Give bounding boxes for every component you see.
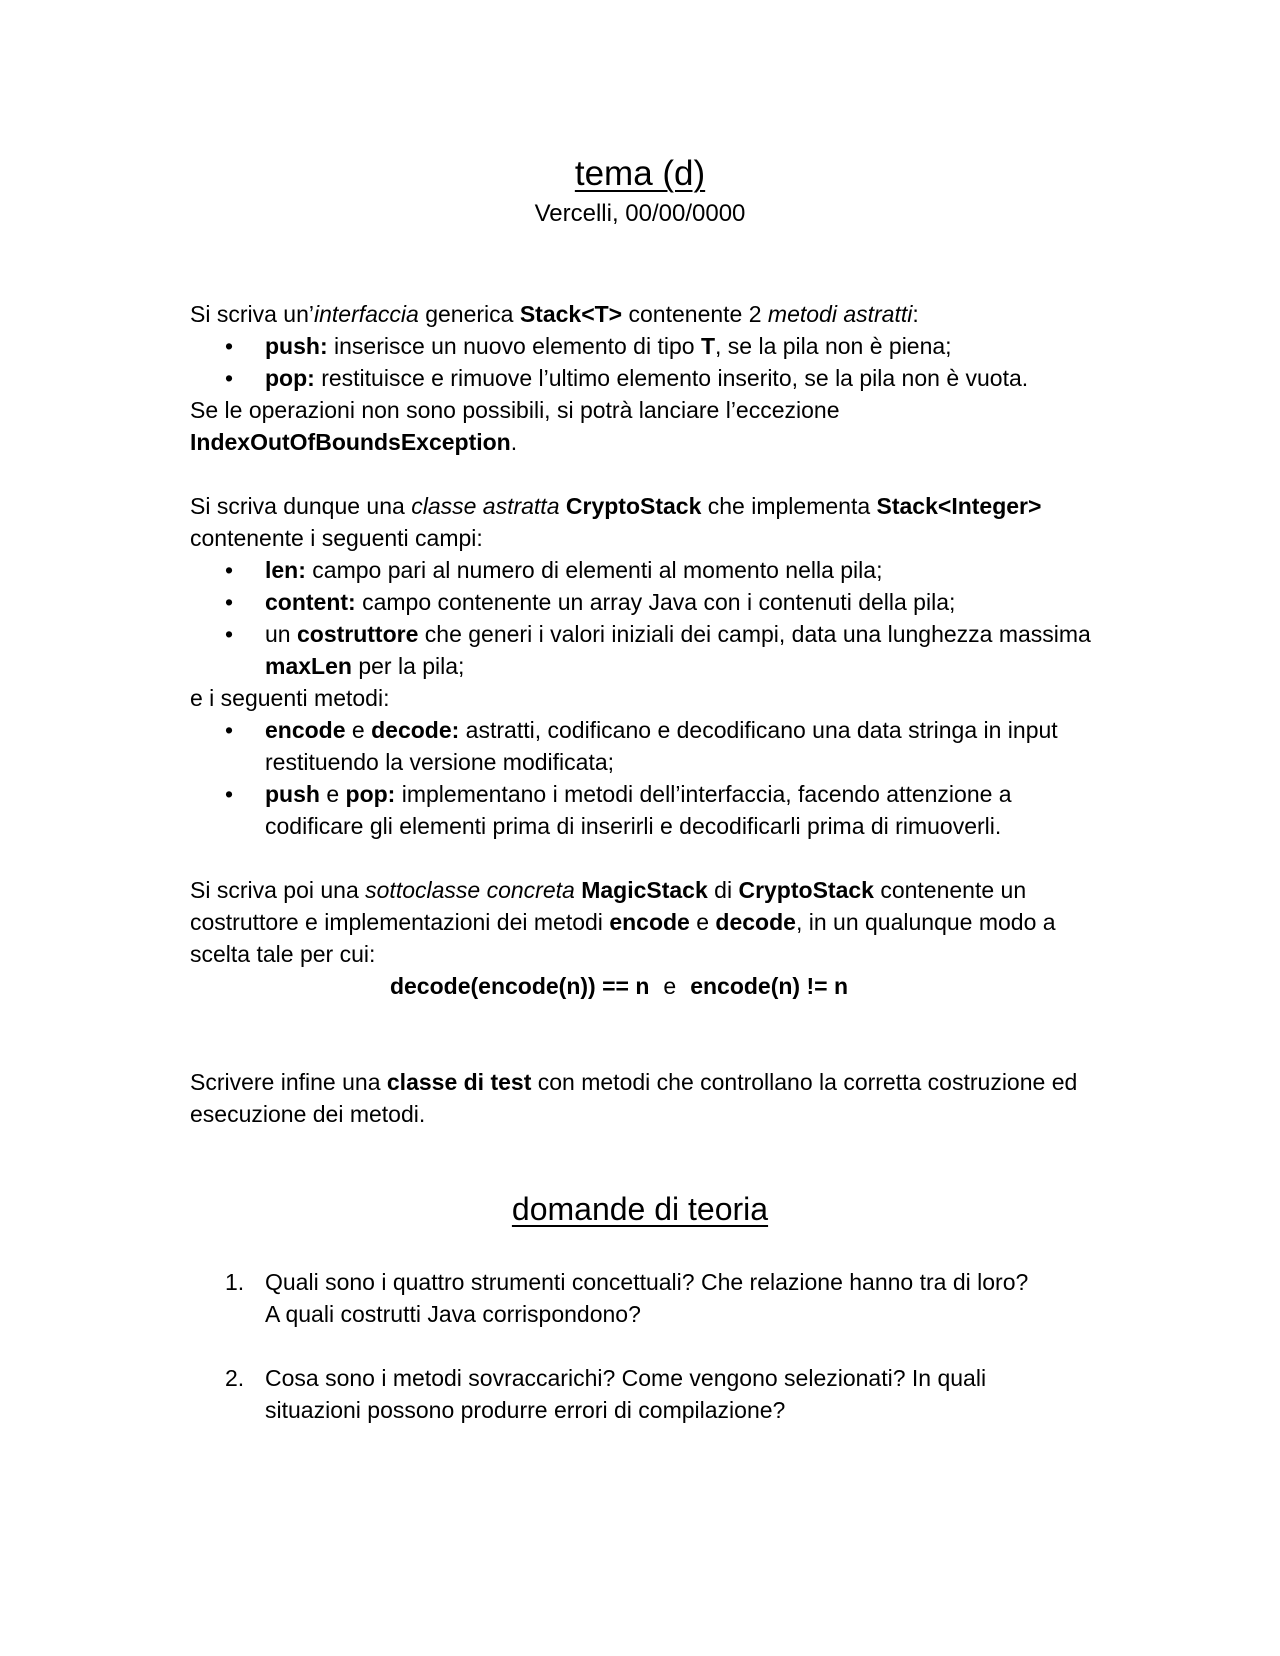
list-item: • push: inserisce un nuovo elemento di tipo T, se la pila non è piena;: [190, 330, 1110, 362]
page-title: tema (d): [574, 154, 706, 193]
methods-list: [190, 714, 1110, 842]
interface-methods-list: [190, 330, 1110, 394]
theory-title: domande di teoria: [511, 1191, 769, 1227]
theory-questions: [190, 1266, 1110, 1458]
exception-note: Se le operazioni non sono possibili, si potrà lanciare l’eccezione IndexOutOfBoundsException.: [190, 397, 840, 455]
methods-intro: e i seguenti metodi:: [190, 685, 390, 711]
test-class-paragraph: Scrivere infine una classe di test con metodi che controllano la corretta costruzione ed esecuzione dei metodi.: [190, 1069, 1078, 1127]
header: [0, 153, 1280, 229]
formula: decode(encode(n)) == n e encode(n) != n: [389, 973, 849, 999]
question-item: 2. Cosa sono i metodi sovraccarichi? Come vengono selezionati? In quali situazioni possono produrre errori di compilazione?: [225, 1365, 987, 1423]
list-item: • content: campo contenente un array Java con i contenuti della pila;: [190, 586, 1110, 618]
question-item: 1. Quali sono i quattro strumenti concettuali? Che relazione hanno tra di loro? A quali costrutti Java corrispondono?: [225, 1269, 1029, 1327]
list-item: • push e pop: implementano i metodi dell’interfaccia, facendo attenzione a codificare gli elementi prima di inserirli e decodificarli prima di rimuoverli.: [190, 778, 1110, 842]
exercise-body: [190, 298, 1110, 1130]
page-subtitle: Vercelli, 00/00/0000: [534, 200, 746, 227]
abstract-class-intro: Si scriva dunque una classe astratta CryptoStack che implementa Stack<Integer> contenente i seguenti campi:: [190, 493, 1042, 551]
list-item: • len: campo pari al numero di elementi al momento nella pila;: [190, 554, 1110, 586]
subclass-paragraph: Si scriva poi una sottoclasse concreta MagicStack di CryptoStack contenente un costruttore e implementazioni dei metodi encode e decode, in un qualunque modo a scelta tale per cui:: [190, 877, 1056, 967]
list-item: • pop: restituisce e rimuove l’ultimo elemento inserito, se la pila non è vuota.: [190, 362, 1110, 394]
interface-intro: Si scriva un’interfaccia generica Stack<T> contenente 2 metodi astratti:: [190, 301, 919, 327]
fields-list: [190, 554, 1110, 682]
list-item: • un costruttore che generi i valori iniziali dei campi, data una lunghezza massima maxLen per la pila;: [190, 618, 1110, 682]
list-item: • encode e decode: astratti, codificano e decodificano una data stringa in input restituendo la versione modificata;: [190, 714, 1110, 778]
